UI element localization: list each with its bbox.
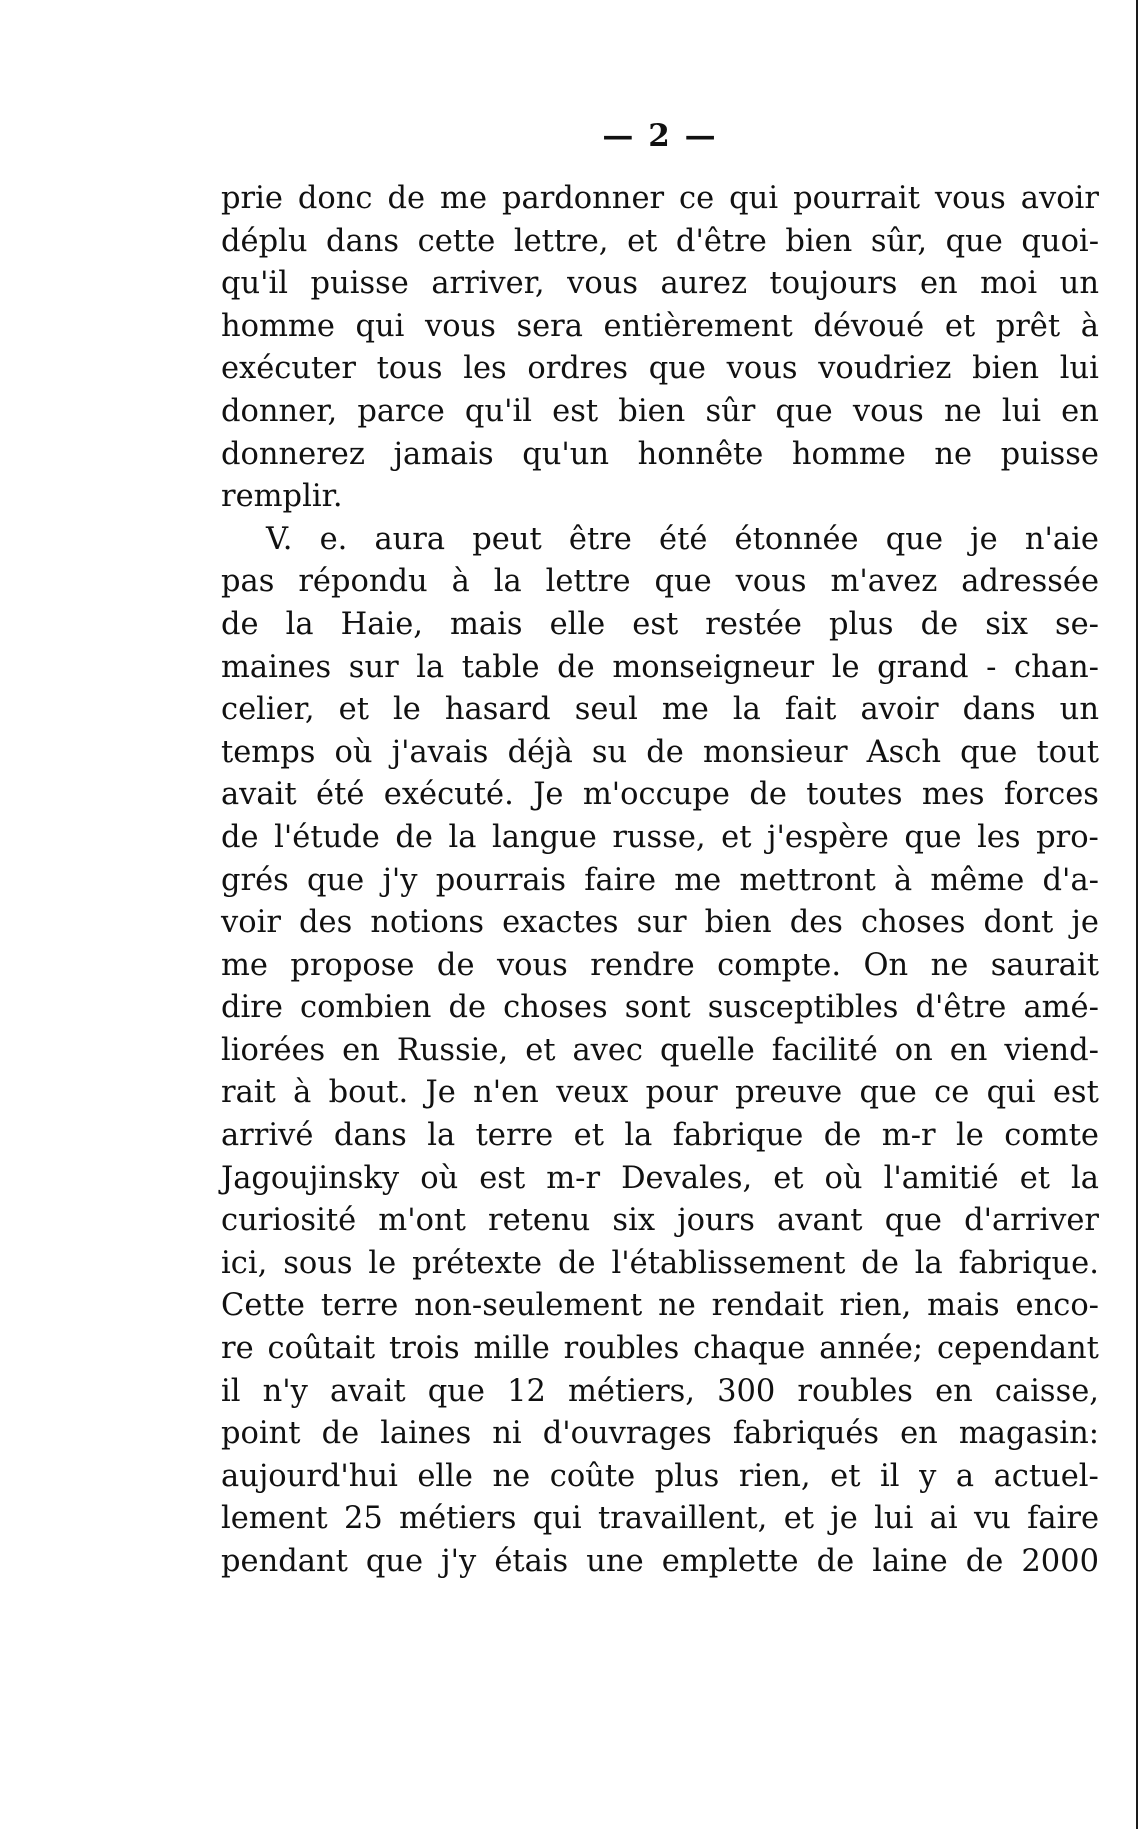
text-line: rait à bout. Je n'en veux pour preuve que ce qui est bbox=[221, 1075, 1099, 1111]
text-line: arrivé dans la terre et la fabrique de m-r le comte bbox=[221, 1118, 1099, 1154]
text-line: me propose de vous rendre compte. On ne saurait bbox=[221, 947, 1099, 983]
text-line: prie donc de me pardonner ce qui pourrait vous avoir bbox=[221, 181, 1099, 216]
text-line: celier, et le hasard seul me la fait avoir dans un bbox=[221, 692, 1099, 728]
text-line: grés que j'y pourrais faire me mettront à même d'a- bbox=[221, 862, 1099, 898]
text-line: aujourd'hui elle ne coûte plus rien, et il y a actuel- bbox=[221, 1458, 1099, 1494]
text-line: homme qui vous sera entièrement dévoué et prêt à bbox=[221, 308, 1099, 344]
text-line: de l'étude de la langue russe, et j'espère que les pro- bbox=[221, 819, 1099, 855]
text-line: voir des notions exactes sur bien des choses dont je bbox=[221, 905, 1099, 941]
text-line: donnerez jamais qu'un honnête homme ne puisse bbox=[221, 436, 1099, 472]
text-line: maines sur la table de monseigneur le grand - chan- bbox=[221, 649, 1099, 685]
text-line: dire combien de choses sont susceptibles d'être amé- bbox=[221, 990, 1099, 1026]
text-line: exécuter tous les ordres que vous voudriez bien lui bbox=[221, 351, 1099, 387]
page-edge-line bbox=[1136, 0, 1138, 1829]
text-line: ici, sous le prétexte de l'établissement de la fabrique. bbox=[221, 1245, 1099, 1281]
text-line: avait été exécuté. Je m'occupe de toutes mes forces bbox=[221, 777, 1099, 813]
text-line: pas répondu à la lettre que vous m'avez adressée bbox=[221, 564, 1099, 600]
text-line: Jagoujinsky où est m-r Devales, et où l'amitié et la bbox=[221, 1160, 1099, 1196]
text-line: point de laines ni d'ouvrages fabriqués en magasin: bbox=[221, 1416, 1099, 1452]
text-line: remplir. bbox=[221, 479, 343, 515]
text-line: donner, parce qu'il est bien sûr que vous ne lui en bbox=[221, 393, 1099, 429]
text-line: liorées en Russie, et avec quelle facilité on en viend- bbox=[221, 1032, 1099, 1068]
text-line: temps où j'avais déjà su de monsieur Asch que tout bbox=[221, 734, 1099, 770]
text-line: V. e. aura peut être été étonnée que je n'aie bbox=[266, 521, 1099, 557]
body-text bbox=[221, 178, 1099, 1584]
text-line: Cette terre non-seulement ne rendait rien, mais enco- bbox=[221, 1288, 1099, 1324]
text-line: il n'y avait que 12 métiers, 300 roubles en caisse, bbox=[221, 1373, 1099, 1409]
text-line: curiosité m'ont retenu six jours avant que d'arriver bbox=[221, 1203, 1099, 1239]
text-line: de la Haie, mais elle est restée plus de six se- bbox=[221, 606, 1099, 642]
page-number: — 2 — bbox=[602, 118, 718, 154]
text-line: lement 25 métiers qui travaillent, et je lui ai vu faire bbox=[221, 1501, 1099, 1537]
text-line: déplu dans cette lettre, et d'être bien sûr, que quoi- bbox=[221, 223, 1099, 259]
text-line: re coûtait trois mille roubles chaque année; cependant bbox=[221, 1331, 1099, 1367]
text-line: qu'il puisse arriver, vous aurez toujours en moi un bbox=[221, 266, 1099, 302]
text-line: pendant que j'y étais une emplette de laine de 2000 bbox=[221, 1544, 1099, 1579]
